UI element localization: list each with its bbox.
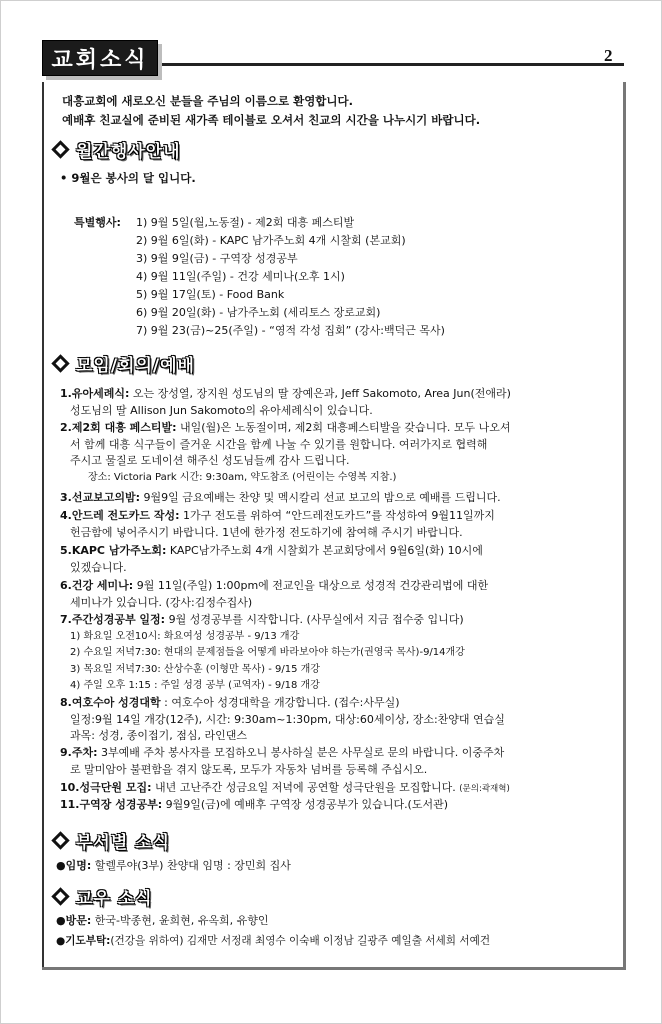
welcome-line: 예배후 친교실에 준비된 새가족 테이블로 오셔서 친교의 시간을 나누시기 바랍니다. [62, 113, 481, 127]
special-events-label: 특별행사: [74, 216, 121, 229]
diamond-bullet-icon [51, 140, 69, 158]
meeting-item-2: 2.제2회 대흥 페스티발: 내일(월)은 노동절이며, 제2회 대흥페스티발을 갖습니다. 모두 나오셔 서 함께 대흥 식구들이 즐거운 시간을 함께 나눌 수 있기를 원합니다. 여러가지로 협력해 주시고 물질로 도네이션 해주신 성도님들께 감사 드립니다. 장소: Victoria Park 시간: 9:30am, 약도참조 (어린이는 수영복 지참.) [60, 421, 511, 483]
meeting-item-1: 1.유아세례식: 오는 장성열, 장지원 성도님의 딸 장예은과, Jeff Sakomoto, Area Jun(전애라) 성도님의 딸 Allison Jun Sakomoto의 유아세례식이 있습니다. [60, 387, 511, 417]
meeting-item-3: 3.선교보고의밤: 9월9일 금요예배는 찬양 및 멕시칼리 선교 보고의 밤으로 예배를 드립니다. [60, 491, 501, 504]
special-events-list [74, 214, 445, 340]
meeting-item-7: 7.주간성경공부 일정: 9월 성경공부를 시작합니다. (사무실에서 지금 접수중 입니다) 1) 화요일 오전10시: 화요여성 성경공부 - 9/13 개강 2) 수요일 저녁7:30: 현대의 문제점들을 어떻게 바라보아야 하는가(권영국 목사)-9/14개강 3) 목요일 저녁7:30: 산상수훈 (이형만 목사) - 9/15 개강 4) 주일 오후 1:15 : 주일 성경 공부 (교역자) - 9/18 개강 [60, 613, 465, 692]
section-heading-text: 교우 소식 [76, 889, 153, 909]
meeting-item-8: 8.여호수아 성경대학 : 여호수아 성경대학을 개강합니다. (접수:사무실) 일정:9월 14일 개강(12주), 시간: 9:30am~1:30pm, 대상:60세이상, 장소:찬양대 연습실 과목: 성경, 종이접기, 점심, 라인댄스 [60, 696, 505, 743]
visit-note: ●방문: 한국-박종현, 윤희현, 유옥희, 유향인 [56, 914, 269, 927]
page-number: 2 [604, 46, 613, 65]
appointment-note: ●임명: 할렐루야(3부) 찬양대 임명 : 장민희 집사 [56, 859, 291, 872]
diamond-bullet-icon [51, 831, 69, 849]
prayer-request-note: ●기도부탁:(건강을 위하여) 김재만 서정래 최영수 이숙배 이정남 길광주 예일출 서세희 서예건 [56, 935, 491, 947]
meeting-item-9: 9.주차: 3부예배 주차 봉사자를 모집하오니 봉사하실 분은 사무실로 문의 바랍니다. 이중주차 로 말미암아 불편함을 겪지 않도록, 모두가 자동차 넘버를 등록해 주십시오. [60, 746, 505, 776]
meeting-item-4: 4.안드레 전도카드 작성: 1가구 전도를 위하여 “안드레전도카드”를 작성하여 9월11일까지 헌금함에 넣어주시기 바랍니다. 1년에 한가정 전도하기에 참여해 주시기 바랍니다. [60, 509, 495, 539]
month-note: • 9월은 봉사의 달 입니다. [60, 171, 196, 185]
meeting-item-5: 5.KAPC 남가주노회: KAPC남가주노회 4개 시찰회가 본교회당에서 9월6일(화) 10시에 있겠습니다. [60, 544, 483, 574]
event-item: 2) 9월 6일(화) - KAPC 남가주노회 4개 시찰회 (본교회) [136, 234, 406, 247]
event-item: 3) 9월 9일(금) - 구역장 성경공부 [136, 252, 298, 265]
meeting-item-10: 10.성극단원 모집: 내년 고난주간 성금요일 저녁에 공연할 성극단원을 모집합니다. (문의:곽재혁) [60, 781, 510, 794]
bullet-icon: • [60, 171, 68, 185]
event-item: 4) 9월 11일(주일) - 건강 세미나(오후 1시) [136, 270, 345, 283]
event-item: 7) 9월 23(금)~25(주일) - “영적 각성 집회” (강사:백덕근 목사) [136, 324, 445, 337]
section-heading-members [52, 884, 153, 909]
event-item: 5) 9월 17일(토) - Food Bank [136, 288, 285, 301]
section-heading-text: 모임/회의/예배 [76, 356, 195, 376]
event-item: 1) 9월 5일(월,노동절) - 제2회 대흥 페스티발 [136, 216, 355, 229]
section-heading-departments [52, 828, 170, 853]
section-heading-text: 부서별 소식 [76, 833, 171, 853]
event-item: 6) 9월 20일(화) - 남가주노회 (세리토스 장로교회) [136, 306, 381, 319]
section-heading-monthly [52, 137, 181, 162]
section-heading-text: 월간행사안내 [76, 142, 181, 162]
section-heading-meetings [52, 351, 195, 376]
welcome-line: 대흥교회에 새로오신 분들을 주님의 이름으로 환영합니다. [62, 94, 354, 108]
diamond-bullet-icon [51, 887, 69, 905]
meeting-item-11: 11.구역장 성경공부: 9월9일(금)에 예배후 구역장 성경공부가 있습니다.(도서관) [60, 798, 449, 811]
diamond-bullet-icon [51, 354, 69, 372]
meeting-item-6: 6.건강 세미나: 9월 11일(주일) 1:00pm에 전교인을 대상으로 성경적 건강관리법에 대한 세미나가 있습니다. (강사:김정수집사) [60, 579, 489, 609]
welcome-message [62, 92, 480, 130]
page-title-box [42, 40, 158, 76]
page-title: 교회소식 [51, 47, 149, 73]
